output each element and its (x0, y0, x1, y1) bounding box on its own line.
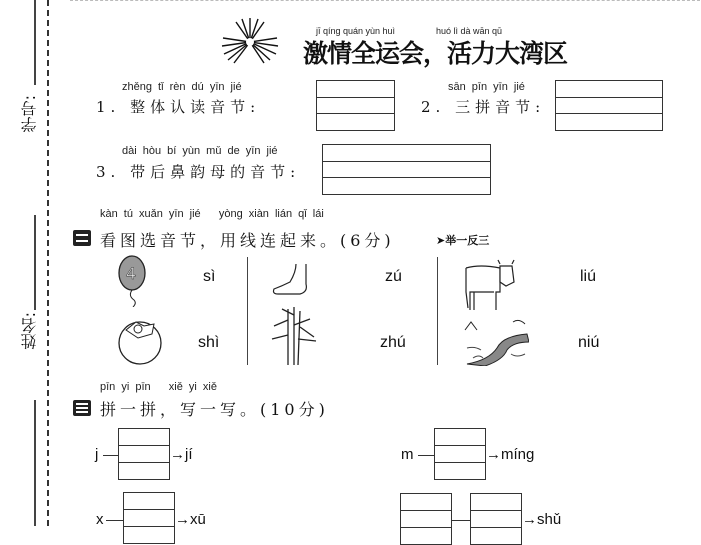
syllable-liu[interactable]: liú (580, 268, 597, 285)
item2-answer-box[interactable] (555, 80, 663, 131)
section-two-icon (73, 230, 91, 246)
balloon-image (112, 255, 152, 307)
item1-answer-box[interactable] (316, 80, 395, 131)
name-label: 姓名: (20, 312, 39, 350)
part2-title: 看图选音节，用线连起来。(6分) (100, 231, 395, 250)
syllable-si[interactable]: sì (203, 268, 216, 285)
persimmon-image (114, 316, 166, 366)
item2-label: 2. 三拼音节: (421, 98, 546, 116)
row3-initial: x (96, 511, 104, 528)
row4-write-box-right[interactable] (470, 493, 522, 545)
title-pinyin-right: huó lì dà wān qū (436, 26, 503, 36)
column-divider (247, 257, 248, 365)
item2-pinyin: sān pīn yīn jié (448, 81, 525, 93)
part2-pinyin: kàn tú xuǎn yīn jié yòng xiàn lián qǐ lái (100, 208, 324, 220)
title-pinyin-left: jī qíng quán yùn huì (316, 26, 396, 36)
connector-line (106, 520, 123, 521)
syllable-zhu[interactable]: zhú (380, 334, 406, 351)
row1-initial: j (95, 446, 99, 463)
cut-line (47, 0, 49, 526)
student-id-label: 学号: (20, 95, 39, 133)
foot-image (270, 262, 322, 298)
item1-label: 1. 整体认读音节: (96, 98, 261, 116)
syllable-shi[interactable]: shì (198, 334, 220, 351)
part3-title: 拼一拼，写一写。(10分) (100, 400, 329, 419)
page-title: 激情全运会，活力大湾区 (303, 39, 568, 68)
row1-write-box[interactable] (118, 428, 170, 480)
row3-write-box[interactable] (123, 492, 175, 544)
row3-result: →xū (175, 511, 206, 528)
row4-write-box-left[interactable] (400, 493, 452, 545)
item3-label: 3. 带后鼻韵母的音节: (96, 163, 301, 181)
river-image (463, 318, 529, 366)
row2-write-box[interactable] (434, 428, 486, 480)
games-logo-icon (220, 16, 280, 64)
syllable-niu[interactable]: niú (578, 334, 600, 351)
row2-initial: m (401, 446, 414, 463)
item3-answer-box[interactable] (322, 144, 491, 195)
connector-line (103, 455, 118, 456)
connector-line (418, 455, 434, 456)
student-id-line (34, 215, 36, 310)
section-three-icon (73, 400, 91, 416)
part3-pinyin: pīn yi pīn xiě yi xiě (100, 381, 217, 393)
row1-result: →jí (170, 446, 193, 463)
bamboo-image (266, 305, 326, 367)
row4-result: →shǔ (522, 511, 562, 528)
part2-tag: ➤举一反三 (436, 234, 490, 247)
column-divider (437, 257, 438, 365)
item3-pinyin: dài hòu bí yùn mǔ de yīn jié (122, 145, 278, 157)
name-line (34, 400, 36, 526)
margin-line (34, 0, 36, 85)
top-border (70, 0, 700, 1)
cow-image (460, 258, 520, 314)
row2-result: →míng (486, 446, 535, 463)
connector-line (452, 520, 470, 521)
syllable-zu[interactable]: zú (385, 268, 402, 285)
item1-pinyin: zhěng tǐ rèn dú yīn jié (122, 81, 242, 93)
svg-text:4: 4 (126, 264, 137, 283)
